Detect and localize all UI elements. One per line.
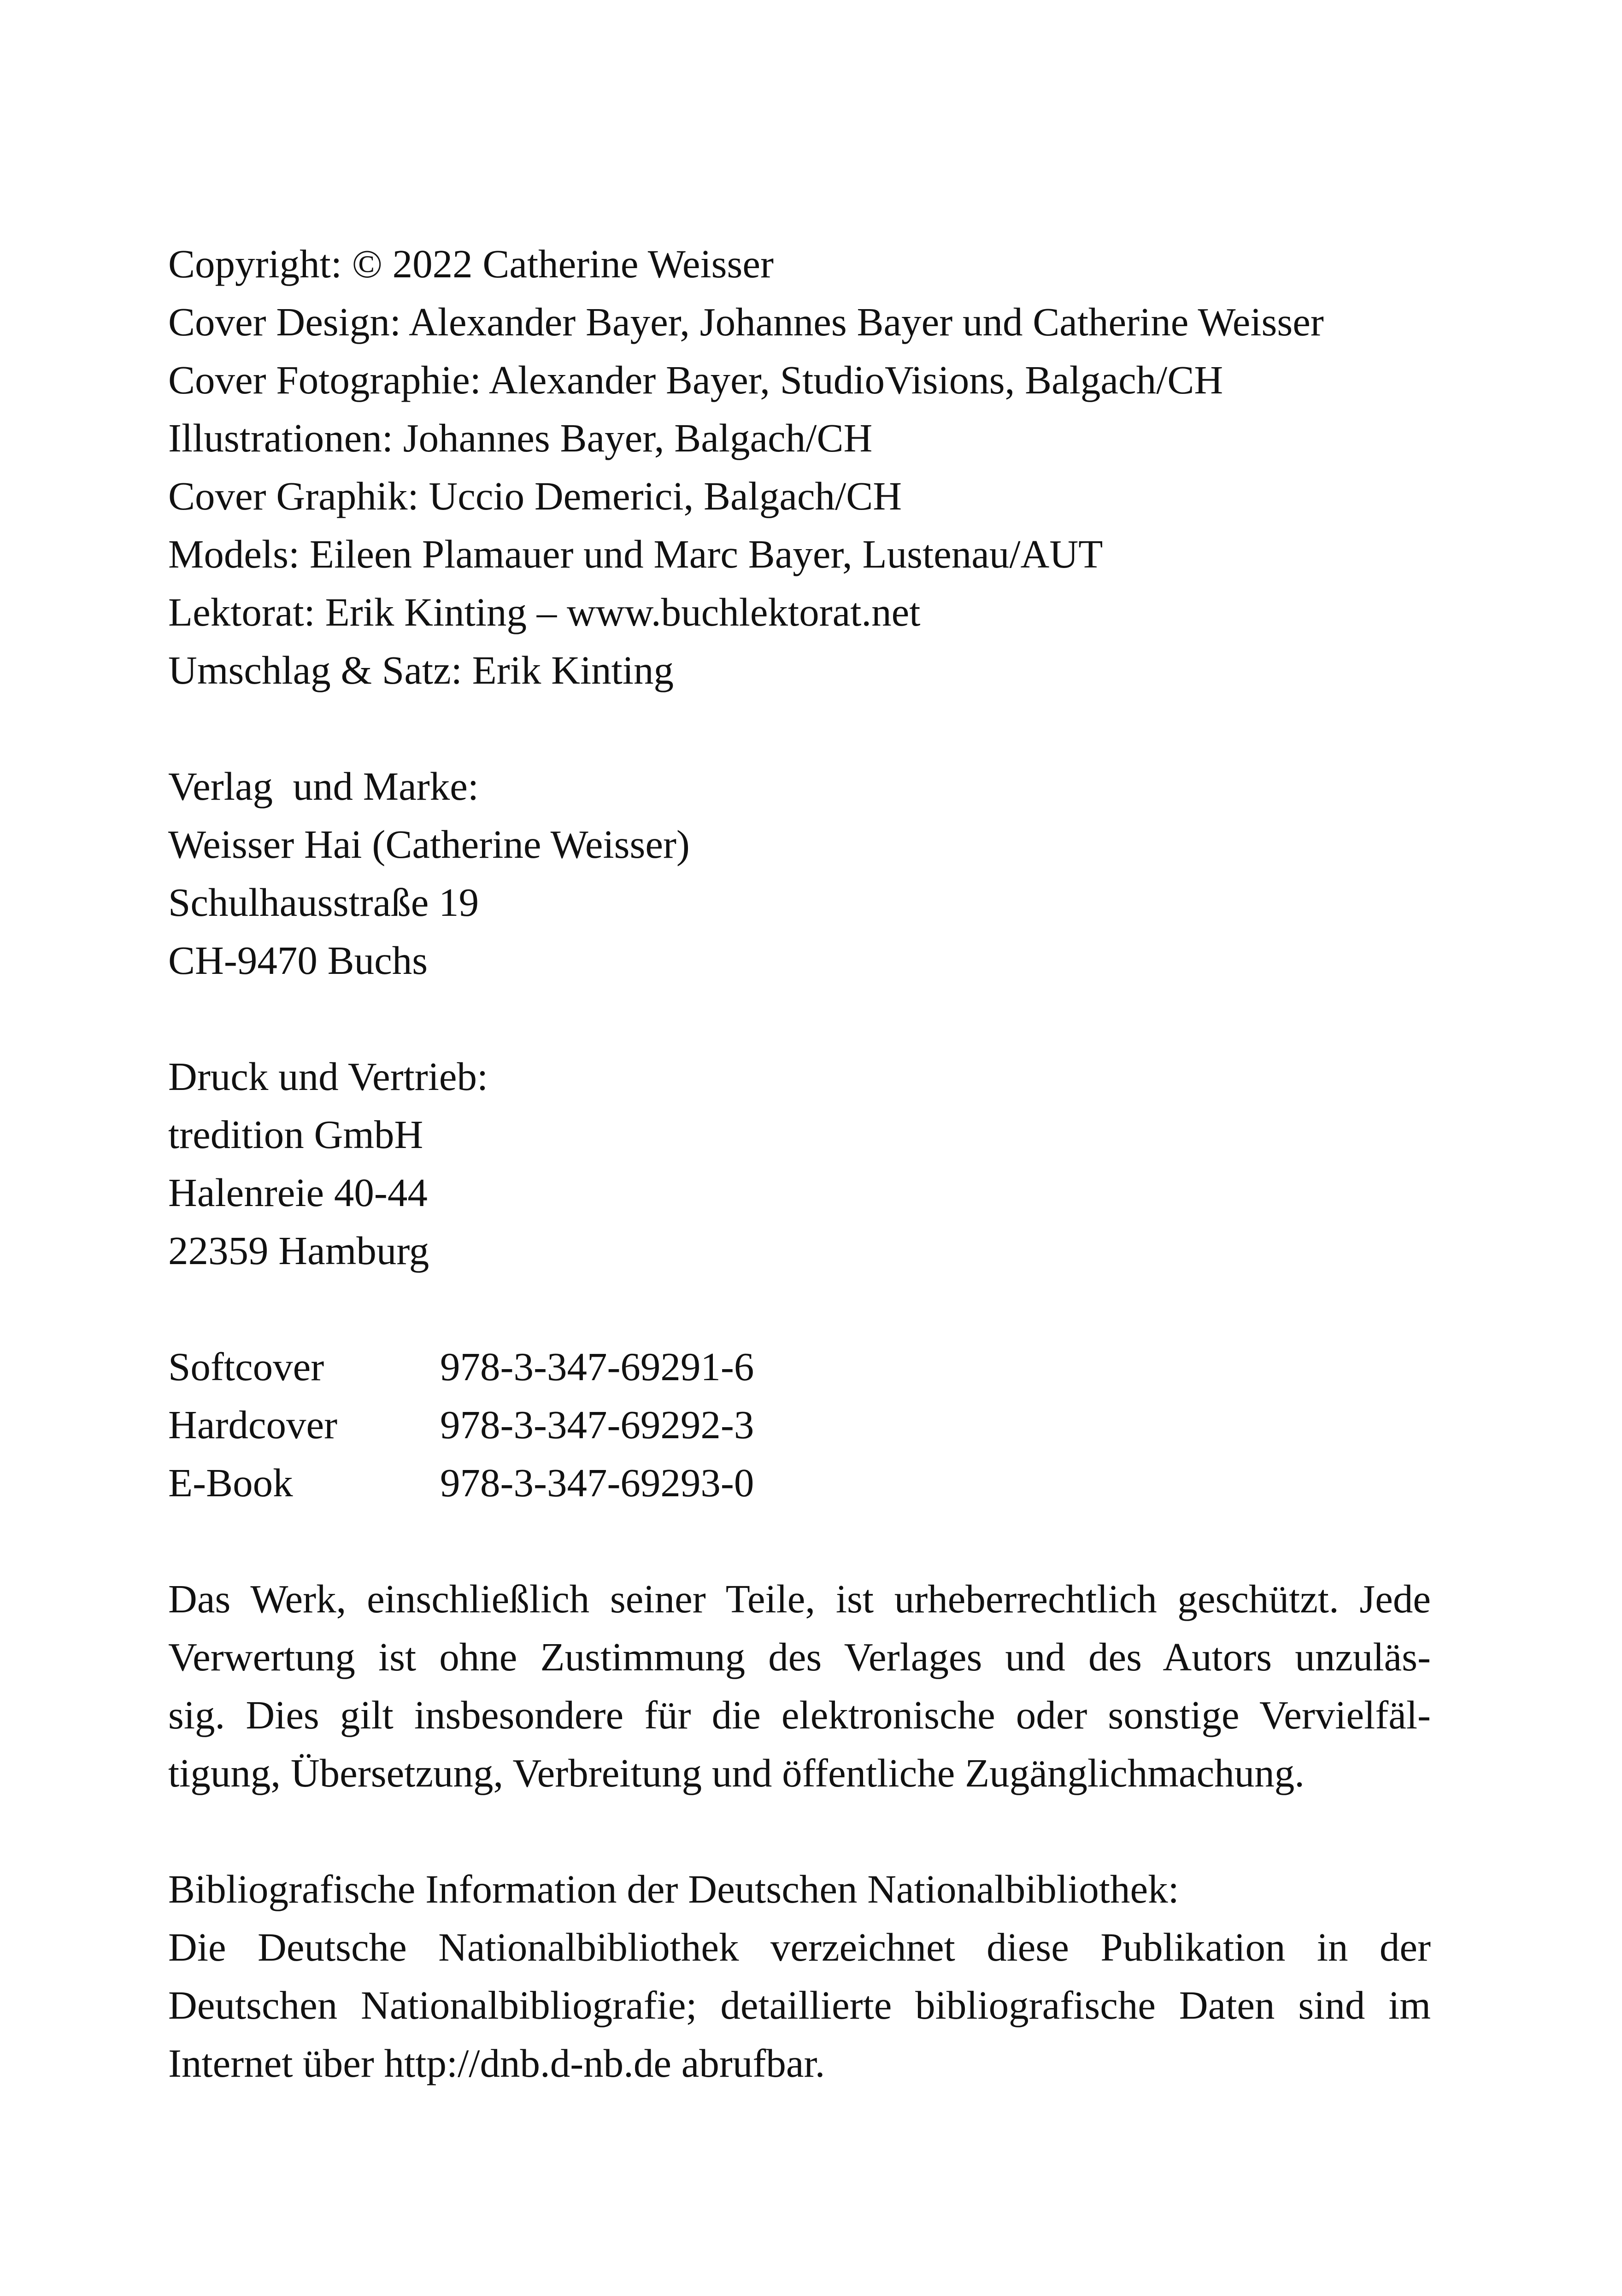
imprint-page xyxy=(168,235,1431,2092)
printer-city: 22359 Hamburg xyxy=(168,1228,429,1273)
spacer xyxy=(168,1280,1431,1338)
notice-line: Verwertung ist ohne Zustimmung des Verlages und des Autors unzuläs- xyxy=(168,1634,1431,1679)
spacer xyxy=(168,699,1431,757)
cover-design-line: Cover Design: Alexander Bayer, Johannes Bayer und Catherine Weisser xyxy=(168,299,1324,344)
copyright-line: Copyright: © 2022 Catherine Weisser xyxy=(168,241,774,286)
isbn-row-softcover xyxy=(168,1338,1431,1396)
publisher-street: Schulhausstraße 19 xyxy=(168,880,479,925)
printer-heading: Druck und Vertrieb: xyxy=(168,1054,488,1099)
isbn-block xyxy=(168,1338,1431,1512)
bibliographic-line: Internet über http://dnb.d-nb.de abrufbar. xyxy=(168,2041,825,2085)
isbn-number: 978-3-347-69292-3 xyxy=(440,1402,754,1447)
bibliographic-block xyxy=(168,1860,1431,2092)
models-line: Models: Eileen Plamauer und Marc Bayer, Lustenau/AUT xyxy=(168,532,1103,576)
printer-street: Halenreie 40-44 xyxy=(168,1170,428,1215)
isbn-number: 978-3-347-69291-6 xyxy=(440,1344,754,1389)
spacer xyxy=(168,1802,1431,1860)
notice-line: sig. Dies gilt insbesondere für die elektronische oder sonstige Vervielfäl- xyxy=(168,1693,1431,1737)
notice-line: Das Werk, einschließlich seiner Teile, ist urheberrechtlich geschützt. Jede xyxy=(168,1576,1431,1621)
spacer xyxy=(168,990,1431,1048)
bibliographic-line: Deutschen Nationalbibliografie; detaillierte bibliografische Daten sind im xyxy=(168,1983,1431,2027)
publisher-city: CH-9470 Buchs xyxy=(168,938,428,983)
isbn-number: 978-3-347-69293-0 xyxy=(440,1460,754,1505)
cover-photography-line: Cover Fotographie: Alexander Bayer, StudioVisions, Balgach/CH xyxy=(168,357,1223,402)
credits-block xyxy=(168,235,1431,699)
isbn-format: Softcover xyxy=(168,1344,324,1389)
notice-line: tigung, Übersetzung, Verbreitung und öffentliche Zugänglichmachung. xyxy=(168,1751,1305,1795)
isbn-format: Hardcover xyxy=(168,1402,338,1447)
isbn-format: E-Book xyxy=(168,1460,293,1505)
publisher-block xyxy=(168,757,1431,990)
bibliographic-heading: Bibliografische Information der Deutschen Nationalbibliothek: xyxy=(168,1867,1179,1911)
spacer xyxy=(168,1512,1431,1570)
isbn-row-ebook xyxy=(168,1454,1431,1512)
bibliographic-line: Die Deutsche Nationalbibliothek verzeichnet diese Publikation in der xyxy=(168,1925,1431,1969)
cover-graphics-line: Cover Graphik: Uccio Demerici, Balgach/CH xyxy=(168,474,902,518)
printer-block xyxy=(168,1048,1431,1280)
illustrations-line: Illustrationen: Johannes Bayer, Balgach/CH xyxy=(168,416,873,460)
publisher-heading: Verlag und Marke: xyxy=(168,764,479,808)
copyright-notice xyxy=(168,1570,1431,1802)
typesetting-line: Umschlag & Satz: Erik Kinting xyxy=(168,648,674,692)
editing-line: Lektorat: Erik Kinting – www.buchlektorat.net xyxy=(168,590,921,634)
publisher-name: Weisser Hai (Catherine Weisser) xyxy=(168,822,690,867)
printer-name: tredition GmbH xyxy=(168,1112,423,1157)
isbn-row-hardcover xyxy=(168,1396,1431,1454)
